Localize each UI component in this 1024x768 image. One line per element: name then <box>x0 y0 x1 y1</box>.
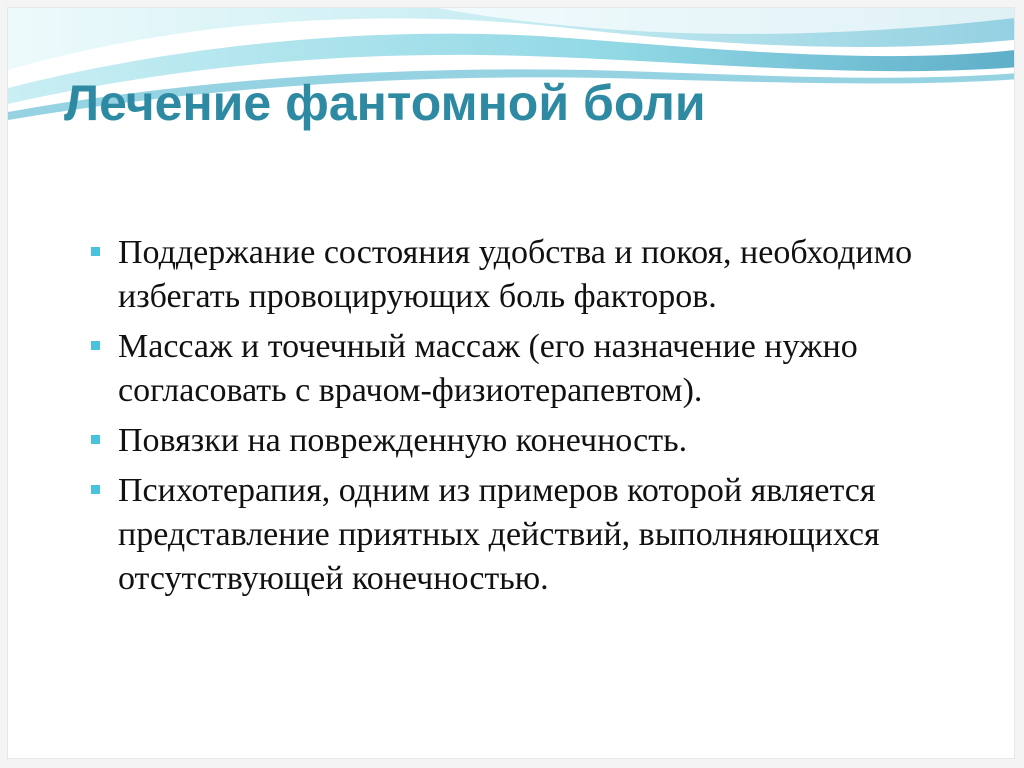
square-bullet-icon <box>91 485 100 494</box>
bullet-text: Массаж и точечный массаж (его назначение нужно согласовать с врачом-физиотерапевтом). <box>118 328 858 409</box>
slide-title: Лечение фантомной боли <box>64 75 706 131</box>
slide <box>8 8 1014 758</box>
bullet-item-psychotherapy <box>80 469 940 601</box>
bullet-text: Повязки на поврежденную конечность. <box>118 422 688 459</box>
bullet-text: Психотерапия, одним из примеров которой является представление приятных действий, выполняющихся отсутствующей конечностью. <box>118 472 880 597</box>
square-bullet-icon <box>91 435 100 444</box>
bullet-item-bandages <box>80 419 940 463</box>
bullet-item-massage <box>80 325 940 413</box>
bullet-text: Поддержание состояния удобства и покоя, необходимо избегать провоцирующих боль факторов. <box>118 234 913 315</box>
bullet-item-comfort <box>80 231 940 319</box>
bullet-list <box>80 231 940 607</box>
square-bullet-icon <box>91 247 100 256</box>
square-bullet-icon <box>91 341 100 350</box>
